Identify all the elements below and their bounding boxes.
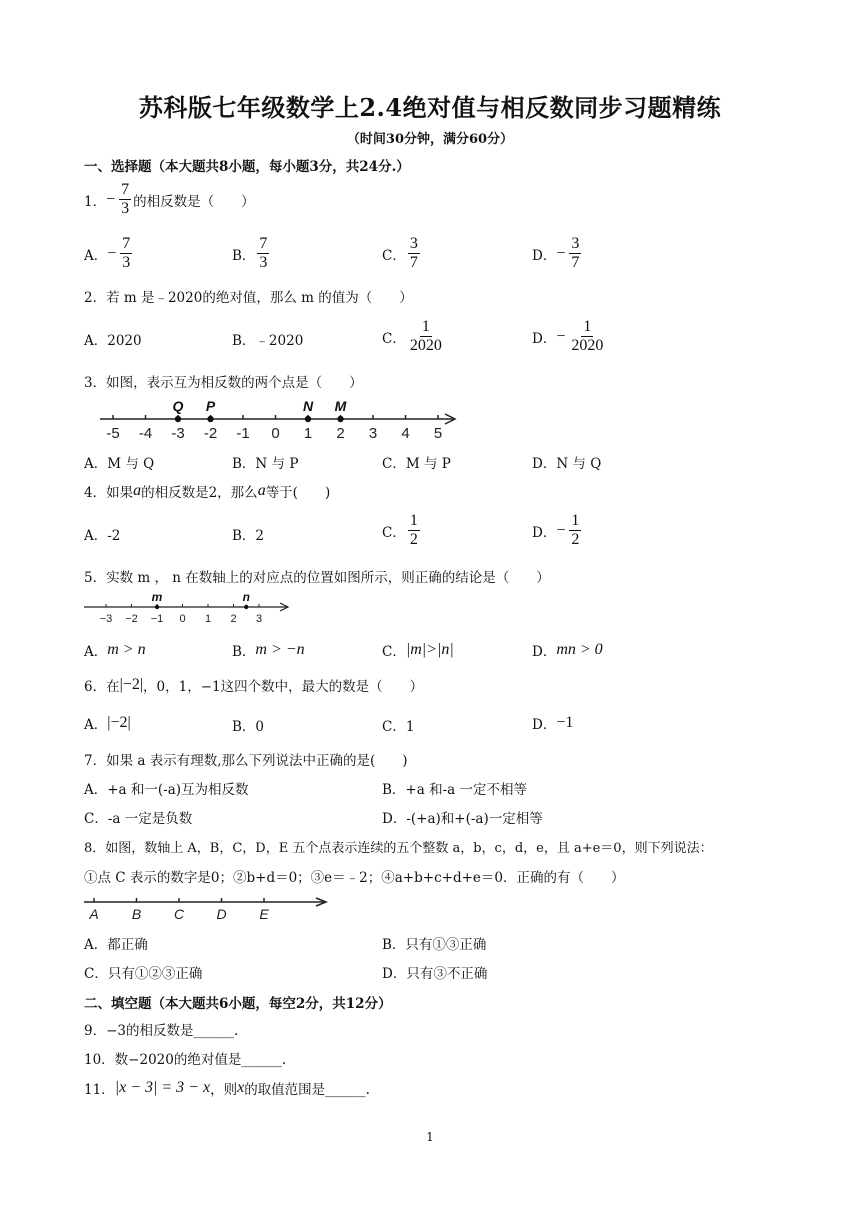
q8-point-label: D [216, 906, 227, 922]
q8-option-a[interactable]: A．都正确 [84, 937, 148, 953]
q5-tick-label: 1 [204, 613, 212, 625]
q8-point-label: E [259, 906, 269, 922]
q2-option-c[interactable]: C． $\frac{1}{2020}$ [382, 318, 442, 354]
q5-tick-label: −1 [150, 613, 164, 625]
q3-number-line [95, 396, 465, 444]
q3-tick-label: -4 [138, 425, 153, 442]
question-3: 3．如图，表示互为相反数的两个点是（ ） [84, 375, 363, 391]
q3-point-label: Q [172, 398, 184, 414]
q3-tick-label: 3 [368, 425, 378, 442]
q8-point-label: A [89, 906, 99, 922]
q5-option-a[interactable]: A． m > n [84, 641, 146, 660]
q5-point-label: m [151, 590, 163, 604]
q7-option-d[interactable]: D．-(+a)和+(-a)一定相等 [382, 811, 543, 827]
q1-option-b[interactable]: B． $\frac{7}{3}$ [232, 235, 268, 271]
q5-point-label: n [242, 590, 250, 604]
question-1 [84, 181, 255, 218]
section-heading-choice: 一、选择题（本大题共8小题，每小题3分，共24分.） [84, 159, 410, 175]
q8-option-b[interactable]: B．只有①③正确 [382, 937, 487, 953]
q5-tick-label: 3 [255, 613, 263, 625]
question-10: 10．数−2020的绝对值是______. [84, 1052, 287, 1068]
q8-point-label: B [131, 906, 142, 922]
q3-point [305, 416, 311, 422]
q3-option-a[interactable]: A．M 与 Q [84, 456, 155, 472]
q5-tick-label: 2 [230, 613, 237, 625]
question-11: 11． |x − 3| = 3 − x ，则 x 的取值范围是______. [84, 1079, 370, 1098]
q3-tick-label: 4 [401, 425, 410, 442]
q4-option-a[interactable]: A．-2 [84, 528, 121, 544]
question-2: 2．若 m 是﹣2020的绝对值，那么 m 的值为（ ） [84, 290, 413, 306]
q6-option-d[interactable]: D． −1 [532, 714, 574, 733]
question-8-line-2: ①点 C 表示的数字是0；②b+d＝0；③e＝﹣2；④a+b+c+d+e＝0．正确的有（ ） [84, 870, 625, 886]
q5-tick-label: 0 [179, 613, 186, 625]
q8-number-line [82, 893, 332, 923]
q3-point [207, 416, 213, 422]
q5-option-c[interactable]: C． |m|>|n| [382, 641, 454, 660]
q6-option-c[interactable]: C．1 [382, 719, 415, 735]
q3-tick-label: 0 [271, 425, 280, 442]
q4-option-d[interactable]: D． − $\frac{1}{2}$ [532, 512, 580, 548]
q1-minus: − [106, 190, 116, 208]
q3-point-label: M [334, 398, 347, 414]
q1-option-a[interactable]: A． − $\frac{7}{3}$ [84, 235, 131, 271]
q8-option-c[interactable]: C．只有①②③正确 [84, 966, 203, 982]
q1-option-c[interactable]: C． $\frac{3}{7}$ [382, 235, 418, 271]
q3-tick-label: -2 [203, 425, 218, 442]
q7-option-b[interactable]: B．+a 和-a 一定不相等 [382, 782, 527, 798]
q3-option-d[interactable]: D．N 与 Q [532, 456, 602, 472]
q5-number-line [82, 590, 297, 626]
q5-point [244, 605, 248, 609]
question-7: 7．如果 a 表示有理数,那么下列说法中正确的是( ) [84, 753, 408, 769]
question-8-line-1: 8．如图，数轴上 A，B，C，D，E 五个点表示连续的五个整数 a，b，c，d，e，且 a+e＝0，则下列说法： [84, 841, 713, 856]
q2-option-b[interactable]: B．﹣2020 [232, 333, 304, 349]
q1-number: 1． [84, 193, 107, 210]
q7-option-c[interactable]: C．-a 一定是负数 [84, 811, 193, 827]
q6-option-b[interactable]: B．0 [232, 719, 265, 735]
q3-option-b[interactable]: B．N 与 P [232, 456, 299, 472]
q3-tick-label: 2 [336, 425, 345, 442]
page-subtitle: （时间30分钟，满分60分） [346, 132, 514, 147]
q7-option-a[interactable]: A．+a 和一(-a)互为相反数 [84, 782, 249, 798]
q1-stem: 的相反数是（ ） [133, 193, 255, 210]
question-6: 6．在 |−2| ，0，1，−1这四个数中，最大的数是（ ） [84, 676, 424, 695]
section-heading-fill: 二、填空题（本大题共6小题，每空2分，共12分） [84, 996, 392, 1012]
q3-point-label: N [302, 398, 314, 414]
q2-option-a[interactable]: A．2020 [84, 333, 142, 349]
q1-option-d[interactable]: D． − $\frac{3}{7}$ [532, 235, 580, 271]
q3-tick-label: 1 [303, 425, 313, 442]
page-title: 苏科版七年级数学上2.4绝对值与相反数同步习题精练 [138, 93, 722, 122]
q4-option-b[interactable]: B．2 [232, 528, 265, 544]
q3-option-c[interactable]: C．M 与 P [382, 456, 451, 472]
q1-fraction: $\frac{7}{3}$ [121, 181, 130, 217]
question-4: 4．如果 a 的相反数是2，那么 a 等于( ) [84, 482, 331, 501]
q5-tick-label: −3 [99, 613, 113, 625]
q5-tick-label: −2 [125, 613, 138, 625]
q2-option-d[interactable]: D． − $\frac{1}{2020}$ [532, 318, 604, 354]
q6-option-a[interactable]: A． |−2| [84, 714, 131, 733]
q3-point [337, 416, 343, 422]
q3-tick-label: -5 [106, 425, 120, 442]
q3-tick-label: -3 [171, 425, 185, 442]
question-5: 5．实数 m ， n 在数轴上的对应点的位置如图所示，则正确的结论是（ ） [84, 570, 550, 586]
q8-point-label: C [173, 906, 185, 922]
q5-option-b[interactable]: B． m > −n [232, 641, 305, 660]
q5-option-d[interactable]: D． mn > 0 [532, 641, 603, 660]
q3-tick-label: 5 [433, 425, 443, 442]
question-9: 9．−3的相反数是______. [84, 1023, 239, 1039]
q3-point-label: P [205, 398, 216, 414]
q4-option-c[interactable]: C． $\frac{1}{2}$ [382, 512, 418, 548]
q3-point [175, 416, 181, 422]
page-number: 1 [426, 1130, 434, 1144]
q3-tick-label: -1 [236, 425, 250, 442]
q8-option-d[interactable]: D．只有③不正确 [382, 966, 488, 982]
q5-point [155, 605, 159, 609]
